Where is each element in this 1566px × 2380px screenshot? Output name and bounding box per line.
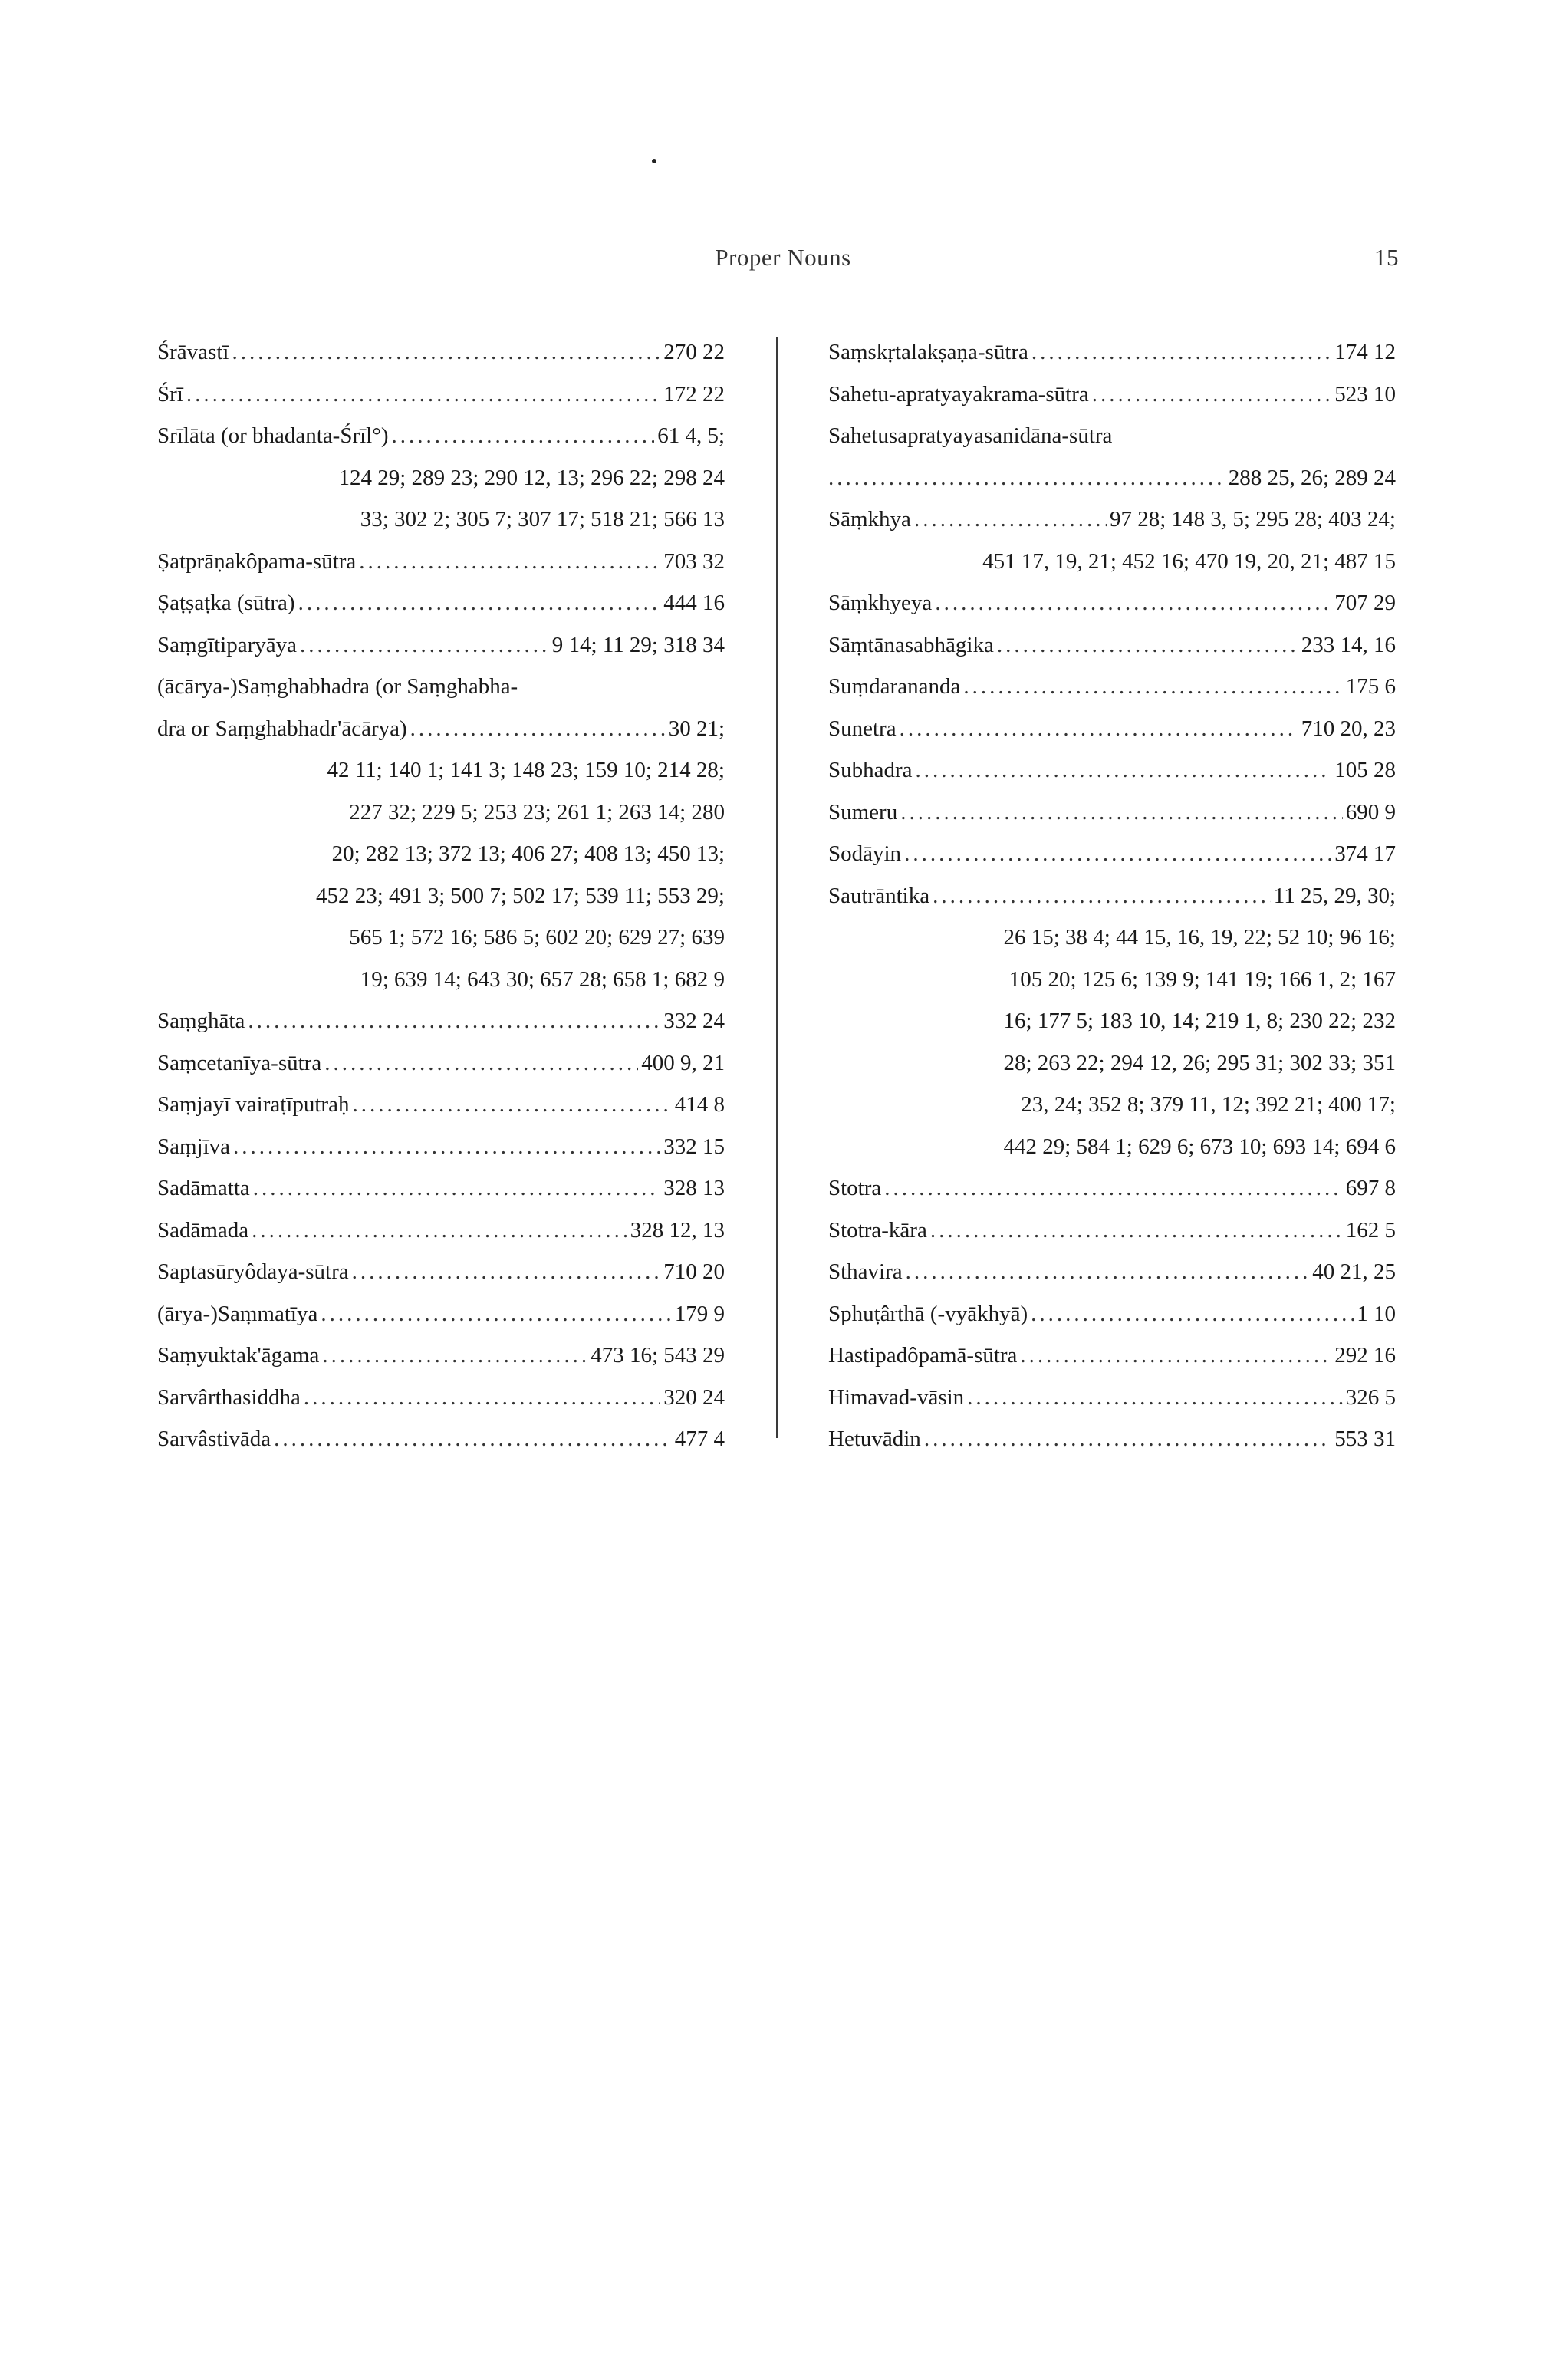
index-entry (157, 1167, 725, 1210)
entry-term: Himavad-vāsin (828, 1384, 965, 1410)
index-entry (157, 1126, 725, 1168)
entry-term: Sthavira (828, 1259, 903, 1284)
dot-leader (1031, 331, 1331, 374)
entry-refs: 162 5 (1345, 1217, 1396, 1243)
entry-refs: 179 9 (674, 1301, 725, 1326)
entry-refs: 332 24 (663, 1009, 725, 1033)
dot-leader (352, 1084, 671, 1126)
entry-continuation: 19; 639 14; 643 30; 657 28; 658 1; 682 9 (360, 966, 725, 992)
index-entry (828, 875, 1396, 917)
dot-leader (900, 792, 1343, 834)
entry-continuation: 42 11; 140 1; 141 3; 148 23; 159 10; 214 28; (327, 758, 725, 782)
entry-refs: 707 29 (1334, 591, 1396, 615)
entry-term: Sunetra (828, 716, 897, 741)
dot-leader (233, 1126, 660, 1168)
entry-term: Saṃjīva (157, 1134, 231, 1159)
entry-term: Subhadra (828, 758, 913, 782)
index-entry (157, 1000, 725, 1042)
entry-term: Śrāvastī (157, 340, 229, 364)
entry-refs: 233 14, 16 (1301, 632, 1396, 657)
dot-leader (935, 582, 1331, 624)
index-entry (157, 1418, 725, 1460)
entry-term: Saptasūryôdaya-sūtra (157, 1259, 349, 1284)
index-entry (828, 374, 1396, 416)
index-entry (157, 1084, 725, 1126)
entry-term: Ṣaṭṣaṭka (sūtra) (157, 591, 295, 615)
entry-continuation: 227 32; 229 5; 253 23; 261 1; 263 14; 280 (349, 799, 725, 825)
entry-refs: 9 14; 11 29; 318 34 (551, 632, 725, 657)
dot-leader (1031, 1293, 1354, 1335)
entry-term: Sadāmatta (157, 1176, 250, 1200)
index-entry (157, 1335, 725, 1377)
entry-term: Stotra (828, 1176, 882, 1200)
entry-term: dra or Saṃghabhadr'ācārya) (157, 716, 407, 741)
entry-term: Saṃjayī vairaṭīputraḥ (157, 1092, 350, 1117)
dot-leader (967, 1377, 1343, 1419)
entry-refs: 174 12 (1334, 340, 1396, 364)
entry-refs: 1 10 (1357, 1301, 1396, 1326)
entry-term: Stotra-kāra (828, 1217, 927, 1243)
index-entry (828, 1210, 1396, 1252)
dot-leader (300, 624, 549, 667)
entry-refs: 172 22 (663, 381, 725, 407)
dot-leader (924, 1418, 1331, 1460)
dot-leader (352, 1251, 661, 1293)
entry-term: Saṃgītiparyāya (157, 632, 298, 657)
entry-refs: 320 24 (663, 1384, 725, 1410)
entry-term: Sodāyin (828, 841, 902, 866)
entry-refs: 61 4, 5; (657, 423, 725, 448)
entry-term: Sāṃkhyeya (828, 591, 933, 615)
entry-term: Sphuṭârthā (-vyākhyā) (828, 1301, 1028, 1326)
entry-term: Sumeru (828, 799, 898, 825)
entry-term: Saṃyuktak'āgama (157, 1343, 320, 1368)
index-entry (828, 749, 1396, 792)
dot-leader (248, 1000, 660, 1042)
entry-refs: 553 31 (1334, 1427, 1396, 1451)
index-column-right (828, 331, 1396, 1460)
dot-leader (253, 1167, 660, 1210)
dot-leader (963, 666, 1342, 708)
dot-leader (930, 1210, 1343, 1252)
dot-leader (232, 331, 660, 374)
column-divider (776, 337, 778, 1438)
entry-term: Hetuvādin (828, 1427, 921, 1451)
entry-continuation: 451 17, 19, 21; 452 16; 470 19, 20, 21; 487 15 (982, 548, 1396, 574)
entry-refs: 414 8 (674, 1092, 725, 1117)
entry-term: Sarvârthasiddha (157, 1384, 301, 1410)
entry-continuation: 565 1; 572 16; 586 5; 602 20; 629 27; 639 (349, 925, 725, 950)
index-entry (828, 1377, 1396, 1419)
entry-refs: 710 20 (663, 1259, 725, 1284)
dot-leader (252, 1210, 627, 1252)
entry-refs: 523 10 (1334, 381, 1396, 407)
index-entry (828, 1251, 1396, 1293)
entry-continuation: 20; 282 13; 372 13; 406 27; 408 13; 450 13; (331, 841, 725, 866)
dot-leader (1092, 374, 1331, 416)
index-entry (157, 1293, 725, 1335)
index-entry (828, 1418, 1396, 1460)
entry-term: Srīlāta (or bhadanta-Śrīl°) (157, 423, 389, 448)
index-entry (828, 666, 1396, 708)
entry-continuation: 442 29; 584 1; 629 6; 673 10; 693 14; 694 6 (1003, 1134, 1396, 1159)
entry-continuation: 33; 302 2; 305 7; 307 17; 518 21; 566 13 (360, 507, 725, 532)
dot-leader (997, 624, 1298, 667)
entry-refs: 473 16; 543 29 (591, 1343, 725, 1368)
entry-term: Saṃskṛtalakṣaṇa-sūtra (828, 340, 1028, 364)
dot-leader (186, 374, 660, 416)
entry-refs: 11 25, 29, 30; (1273, 883, 1396, 908)
entry-refs: 697 8 (1345, 1176, 1396, 1200)
entry-refs: 288 25, 26; 289 24 (1228, 465, 1396, 490)
index-entry (157, 541, 725, 583)
dot-leader (410, 708, 666, 750)
entry-term: Sautrāntika (828, 883, 930, 908)
index-entry (828, 1167, 1396, 1210)
entry-term: Śrī (157, 381, 183, 407)
entry-term: Sarvâstivāda (157, 1427, 271, 1451)
entry-continuation: 26 15; 38 4; 44 15, 16, 19, 22; 52 10; 96 16; (1003, 925, 1396, 950)
entry-continuation: 124 29; 289 23; 290 12, 13; 296 22; 298 24 (338, 465, 725, 490)
page-number: 15 (1374, 244, 1399, 271)
dot-leader (298, 582, 661, 624)
ink-speck (652, 159, 656, 163)
entry-term: Saṃghāta (157, 1009, 245, 1033)
index-entry (157, 1210, 725, 1252)
entry-continuation: 23, 24; 352 8; 379 11, 12; 392 21; 400 17; (1021, 1092, 1396, 1117)
dot-leader (392, 415, 655, 457)
entry-refs: 30 21; (668, 716, 725, 741)
index-entry (157, 1377, 725, 1419)
index-entry (828, 1293, 1396, 1335)
index-entry (157, 374, 725, 416)
index-entry (828, 833, 1396, 875)
entry-refs: 328 12, 13 (630, 1217, 725, 1243)
index-entry (828, 708, 1396, 750)
dot-leader (1020, 1335, 1331, 1377)
dot-leader (304, 1377, 660, 1419)
dot-leader (274, 1418, 672, 1460)
dot-leader (904, 833, 1331, 875)
entry-term: Hastipadôpamā-sūtra (828, 1343, 1018, 1368)
entry-refs: 477 4 (674, 1427, 725, 1451)
index-entry (828, 1335, 1396, 1377)
index-entry (828, 582, 1396, 624)
index-entry (828, 331, 1396, 374)
entry-term: Sāṃtānasabhāgika (828, 632, 994, 657)
dot-leader (321, 1293, 671, 1335)
entry-refs: 326 5 (1345, 1384, 1396, 1410)
entry-term: Sadāmada (157, 1217, 249, 1243)
entry-continuation: 16; 177 5; 183 10, 14; 219 1, 8; 230 22; 232 (1003, 1009, 1396, 1033)
dot-leader (359, 541, 660, 583)
index-entry (157, 1251, 725, 1293)
index-entry (828, 792, 1396, 834)
dot-leader (322, 1335, 587, 1377)
dot-leader (933, 875, 1271, 917)
dot-leader (884, 1167, 1342, 1210)
entry-heading-line: Sahetusapratyayasanidāna-sūtra (828, 423, 1113, 448)
index-column-left (157, 331, 725, 1460)
entry-refs: 175 6 (1345, 674, 1396, 699)
entry-continuation: 28; 263 22; 294 12, 26; 295 31; 302 33; 351 (1003, 1050, 1396, 1075)
dot-leader (324, 1042, 638, 1085)
entry-refs: 710 20, 23 (1301, 716, 1396, 741)
entry-term: (ārya-)Saṃmatīya (157, 1301, 318, 1326)
entry-refs: 690 9 (1345, 799, 1396, 825)
entry-term: Sāṃkhya (828, 507, 911, 532)
entry-heading-line: (ācārya-)Saṃghabhadra (or Saṃghabha- (157, 674, 518, 699)
entry-refs: 444 16 (663, 591, 725, 615)
index-entry (157, 331, 725, 374)
entry-refs: 105 28 (1334, 758, 1396, 782)
dot-leader (828, 457, 1225, 499)
entry-refs: 374 17 (1334, 841, 1396, 866)
running-title: Proper Nouns (715, 244, 851, 271)
entry-refs: 270 22 (663, 340, 725, 364)
entry-refs: 40 21, 25 (1312, 1259, 1396, 1284)
index-entry (157, 624, 725, 667)
index-entry (157, 415, 725, 457)
index-entry (157, 1042, 725, 1085)
entry-refs: 97 28; 148 3, 5; 295 28; 403 24; (1110, 507, 1396, 532)
index-entry (828, 499, 1396, 541)
index-entry (828, 457, 1396, 499)
index-entry (828, 624, 1396, 667)
entry-term: Sahetu-apratyayakrama-sūtra (828, 381, 1089, 407)
dot-leader (900, 708, 1298, 750)
entry-term: Ṣatprāṇakôpama-sūtra (157, 548, 357, 574)
entry-refs: 332 15 (663, 1134, 725, 1159)
index-entry (157, 708, 725, 750)
entry-continuation: 452 23; 491 3; 500 7; 502 17; 539 11; 553 29; (315, 883, 725, 908)
entry-refs: 292 16 (1334, 1343, 1396, 1368)
dot-leader (906, 1251, 1310, 1293)
dot-leader (916, 749, 1332, 792)
index-entry (157, 582, 725, 624)
entry-term: Suṃdarananda (828, 674, 961, 699)
entry-continuation: 105 20; 125 6; 139 9; 141 19; 166 1, 2; 167 (1008, 966, 1396, 992)
entry-refs: 703 32 (663, 548, 725, 574)
entry-term: Saṃcetanīya-sūtra (157, 1050, 322, 1075)
entry-refs: 328 13 (663, 1176, 725, 1200)
dot-leader (914, 499, 1107, 541)
entry-refs: 400 9, 21 (641, 1050, 725, 1075)
